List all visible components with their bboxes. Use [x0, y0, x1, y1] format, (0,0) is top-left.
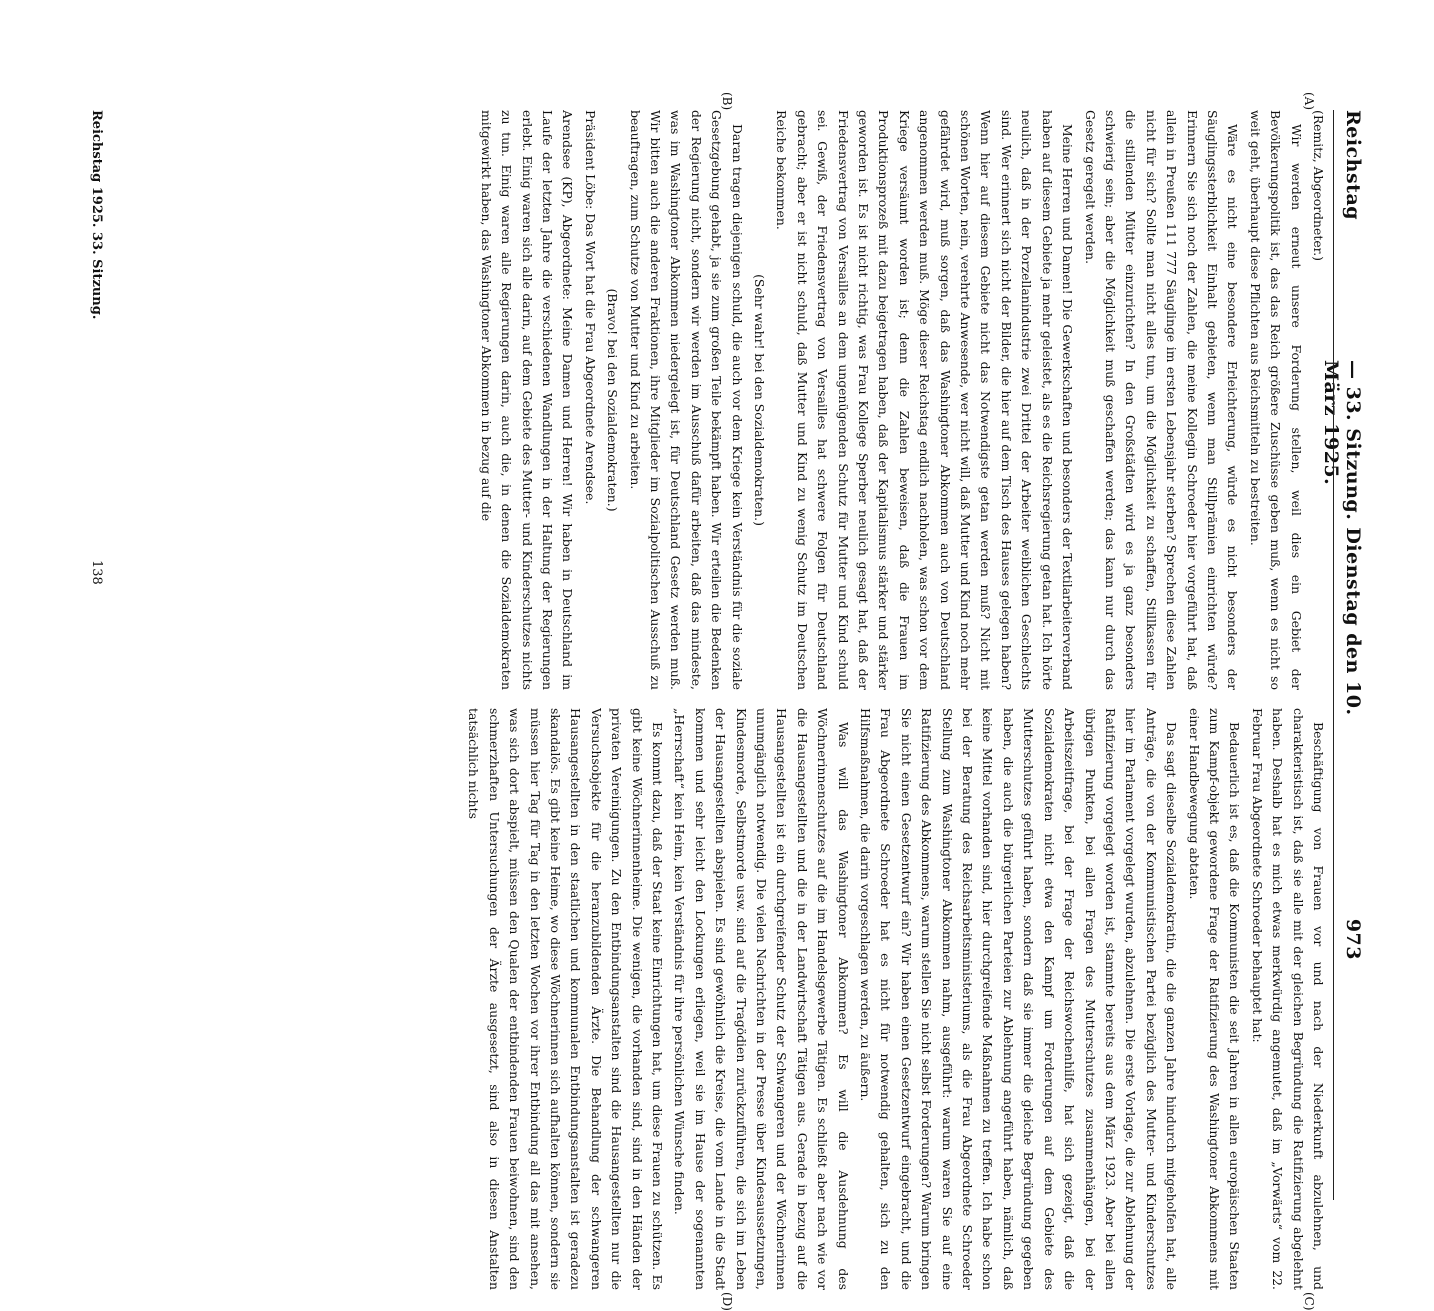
- paragraph: Das sagt dieselbe Sozialdemokratin, die die ganzen Jahre hindurch mitgeholfen hat, alle Anträge, die von der Kommunistischen Partei bezüglich des Mutter- und Kinderschutzes hier im Parlament vorgelegt wurden, abzulehnen. Die erste Vorlage, die zur Ablehnung der Ratifizierung vorgelegt worden ist, stammte bereits aus dem März 1923. Aber bei allen übrigen Punkten, bei allen Fragen des Mutterschutzes zusammenhängen, bei der Arbeitszeitfrage, bei der Frage der Reichswochenhilfe, hat sich gezeigt, daß die Sozialdemokraten nicht etwa den Kampf um Forderungen auf dem Gebiete des Mutterschutzes geführt haben, sondern daß sie immer die gleiche Begründung gegeben haben, die auch die bürgerlichen Parteien zur Ablehnung angeführt haben, nämlich, daß keine Mittel vorhanden sind, hier durchgreifende Maßnahmen zu treffen. Ich habe schon bei der Beratung des Reichsarbeitsministeriums, als die Frau Abgeordnete Schroeder Stellung zum Washingtoner Abkommen nahm, ausgeführt: warum waren Sie auf eine Ratifizierung des Abkommens, warum stellen Sie nicht selbst Forderungen? Warum bringen Sie nicht einen Gesetzentwurf ein? Wir haben einen Gesetzentwurf eingebracht, und die Frau Abgeordnete Schroeder hat es nicht für notwendig gehalten, sich zu den Hilfsmaßnahmen, die darin vorgeschlagen werden, zu äußern.: [858, 708, 1180, 1290]
- paragraph: Beschäftigung von Frauen vor und nach der Niederkunft abzulehnen, und charakteristisch ist, daß sie alle mit der gleichen Begründung die Ratifizierung abgelehnt haben. Deshalb hat es mich etwas merkwürdig angemutet, daß im „Vorwärts“ vom 22. Februar Frau Abgeordnete Schroeder behauptet hat:: [1249, 708, 1326, 1290]
- right-column: [68, 708, 1328, 1290]
- speaker-paragraph: (Remitz, Abgeordneter.): [1311, 110, 1326, 262]
- footer-page-number: 138: [89, 560, 104, 585]
- page-number: 973: [1342, 918, 1364, 960]
- header-center: — 33. Sitzung. Dienstag den 10. März 1925.: [1320, 360, 1364, 716]
- header-left: Reichstag: [1342, 110, 1364, 221]
- left-column: [68, 110, 1328, 690]
- paragraph: Meine Herren und Damen! Die Gewerkschaften und besonders der Textilarbeiterverband haben auf diesem Gebiete ja mehr geleistet, als es die Reichsregierung getan hat. Ich hörte neulich, daß in der Porzellanindustrie zwei Drittel der Arbeiter weiblichen Geschlechts sind. Wer erinnert sich nicht der Bilder, die hier auf dem Tisch des Hauses gelegen haben? Wenn hier auf diesem Gebiete nicht das Notwendigste getan werden muß? Nicht mit schönen Worten, nein, verehrte Anwesende, wer nicht will, daß Mutter und Kind noch mehr gefährdet wird, muß sorgen, daß das Washingtoner Abkommen auch von Deutschland angenommen werden muß. Möge dieser Reichstag endlich nachholen, was schon vor dem Kriege versäumt worden ist; denn die Zahlen beweisen, daß die Frauen im Produktionsprozeß mit dazu beigetragen haben, daß der Kapitalismus stärker und stärker geworden ist. Es ist nicht richtig, was Frau Kollege Sperber neulich gesagt hat, daß der Friedensvertrag von Versailles an dem ungenügenden Schutz für Mutter und Kind schuld sei. Gewiß, der Friedensvertrag von Versailles hat schwere Folgen für Deutschland gebracht; aber er ist nicht schuld, daß Mutter und Kind zu wenig Schutz im Deutschen Reiche bekommen.: [774, 110, 1076, 690]
- margin-mark-d: (D): [720, 1292, 734, 1311]
- paragraph: Wir werden erneut unsere Forderung stellen, weil dies ein Gebiet der Bevölkerungspolitik ist, das das Reich größere Zuschüsse geben muß, wenn es nicht so weit geht, überhaupt diese Pflichten aus Reichsmitteln zu bestreiten.: [1247, 110, 1304, 690]
- paragraph: Daran tragen diejenigen schuld, die auch vor dem Kriege kein Verständnis für die soziale Gesetzgebung gehabt, ja sie zum großen Teile bekämpft haben. Wir erteilen die Bedenken der Regierung nicht, sondern wir werden im Ausschuß dafür arbeiten, daß das mindeste, was im Washingtoner Abkommen niedergelegt ist, für Deutschland Gesetz werden muß. Wir bitten auch die anderen Fraktionen, ihre Mitglieder im Sozialpolitischen Ausschuß zu beauftragen, zum Schutze von Mutter und Kind zu arbeiten.: [627, 110, 745, 690]
- speaker-paragraph: Arendsee (KP), Abgeordnete: Meine Damen und Herren! Wir haben in Deutschland im Laufe der letzten Jahre die verschiedenen Wandlungen in der Haltung der Regierungen erlebt. Einig waren sich alle darin, auf dem Gebiete des Mutter- und Kinderschutzes nichts zu tun. Einig waren alle Regierungen darin, auch die, in denen die Sozialdemokraten mitgewirkt haben, das Washingtoner Abkommen in bezug auf die: [478, 110, 576, 690]
- paragraph: Es kommt dazu, daß der Staat keine Einrichtungen hat, um diese Frauen zu schützen. Es gibt keine Wöchnerinnenheime. Die wenigen, die vorhanden sind, sind in den Händen der privaten Vereinigungen. Zu den Entbindungsanstalten sind die Hausangestellten nur die Versuchsobjekte für die heranzubildenden Ärzte. Die Behandlung der schwangeren Hausangestellten in den staatlichen und kommunalen Entbindungsanstalten ist geradezu skandalös. Es gibt keine Heime, wo diese Wöchnerinnen sich aufhalten können, sondern sie müssen hier Tag für Tag in den letzten Wochen vor ihrer Entbindung all das mit ansehen, was sich dort abspielt, müssen den Qualen der entbindenden Frauen beiwohnen, sind den schmerzhaften Untersuchungen der Ärzte ausgesetzt, sind also in diesen Anstalten tatsächlich nichts: [466, 708, 665, 1290]
- paragraph: Was will das Washingtoner Abkommen? Es will die Ausdehnung des Wöchnerinnenschutzes auf die im Handelsgewerbe Tätigen. Es schließt aber nach wie vor die Hausangestellten und die in der Landwirtschaft Tätigen aus. Gerade in bezug auf die Hausangestellten ist ein durchgreifender Schutz der Schwangeren und der Wöchnerinnen unumgänglich notwendig. Die vielen Nachrichten in der Presse über Kindesaussetzungen, Kindesmorde, Selbstmorde usw. sind auf die Tragödien zurückzuführen, die sich im Leben der Hausangestellten abspielen. Es sind gewöhnlich die Kreise, die vom Lande in die Stadt kommen und sehr leicht den Lockungen erliegen, weil sie im Hause der sogenannten „Herrschaft“ kein Heim, kein Verständnis für ihre persönlichen Wünsche finden.: [672, 708, 851, 1290]
- margin-mark-b: (B): [720, 92, 734, 111]
- page-header: [1320, 110, 1364, 960]
- margin-mark-c: (C): [1302, 1292, 1316, 1311]
- header-rule: [1333, 110, 1334, 1200]
- interjection: (Sehr wahr! bei den Sozialdemokraten.): [752, 274, 768, 526]
- footer-left: Reichstag 1925. 33. Sitzung.: [89, 110, 104, 320]
- margin-mark-a: (A): [1302, 92, 1316, 111]
- paragraph: Wäre es nicht eine besondere Erleichterung, würde es nicht besonders der Säuglingssterblichkeit Einhalt gebieten, wenn man Stillprämien einrichten würde? Erinnern Sie sich noch der Zahlen, die meine Kollegin Schroeder hier vorgeführt hat, daß allein in Preußen 111 777 Säuglinge im ersten Lebensjahr sterben? Sprechen diese Zahlen nicht für sich? Sollte man nicht alles tun, um die Möglichkeit zu schaffen, Stillkassen für die stillenden Mütter einzurichten? In den Großstädten wird es ja ganz besonders schwierig sein; aber die Möglichkeit muß geschaffen werden; das kann nur durch das Gesetz geregelt werden.: [1082, 110, 1241, 690]
- interjection: (Bravo! bei den Sozialdemokraten.): [605, 288, 621, 512]
- paragraph: Bedauerlich ist es, daß die Kommunisten die seit Jahren in allen europäischen Staaten zum Kampf-objekt gewordene Frage der Ratifizierung des Washingtoner Abkommens mit einer Handbewegung abtaten.: [1186, 708, 1243, 1290]
- speaker-paragraph: Präsident Löbe: Das Wort hat die Frau Abgeordnete Arendsee.: [582, 110, 598, 505]
